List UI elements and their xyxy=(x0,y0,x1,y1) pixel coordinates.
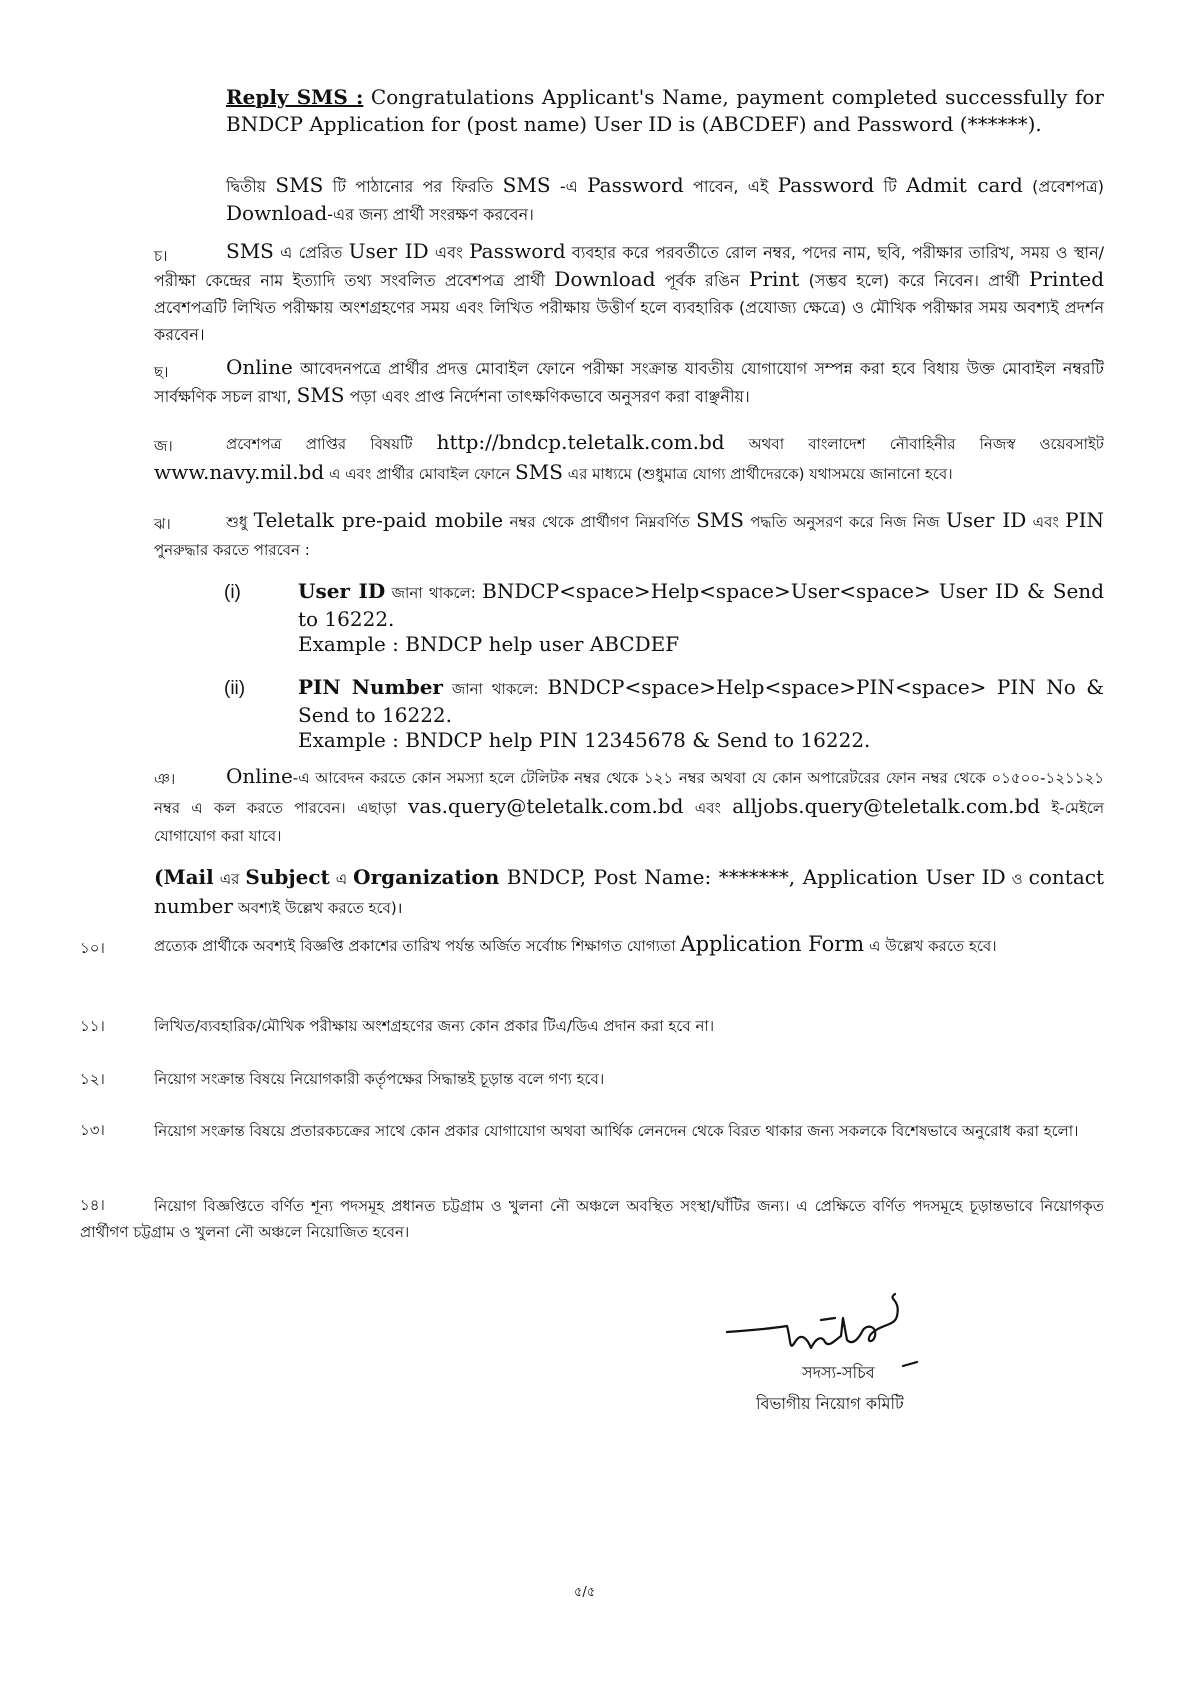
item-11-paragraph: লিখিত/ব্যবহারিক/মৌখিক পরীক্ষায় অংশগ্রহণের জন্য কোন প্রকার টিএ/ডিএ প্রদান করা হবে না। xyxy=(154,1017,715,1035)
page-number: ৫/৫ xyxy=(574,1585,596,1600)
item-14-label: ১৪। xyxy=(80,1196,105,1214)
reply-sms-label: Reply SMS : xyxy=(226,85,364,109)
item-14-paragraph: নিয়োগ বিজ্ঞপ্তিতে বর্ণিত শূন্য পদসমূহ প্রধানত চট্টগ্রাম ও খুলনা নৌ অঞ্চলে অবস্থিত সংস্থা/ঘাঁটির জন্য। এ প্রেক্ষিতে বর্ণিত পদসমূহে চূড়ান্তভাবে নিয়োগকৃত প্রার্থীগণ চট্টগ্রাম ও খুলনা নৌ অঞ্চলে নিয়োজিত হবেন। xyxy=(80,1197,1104,1241)
item-ja-paragraph: প্রবেশপত্র প্রাপ্তির বিষয়টি http://bndcp.teletalk.com.bd অথবা বাংলাদেশ নৌবাহিনীর নিজস্ব ওয়েবসাইট www.navy.mil.bd এ এবং প্রার্থীর মোবাইল ফোনে SMS এর মাধ্যমে (শুধুমাত্র যোগ্য প্রার্থীদেরকে) যথাসময়ে জানানো হবে। xyxy=(154,430,1104,484)
item-13-label: ১৩। xyxy=(80,1121,105,1139)
item-11-label: ১১। xyxy=(80,1017,105,1035)
signature-committee: বিভাগীয় নিয়োগ কমিটি xyxy=(756,1394,904,1413)
reply-sms-text: Congratulations Applicant's Name, payment completed successfully for BNDCP Application for (post name) User ID is (ABCDEF) and Password (******). xyxy=(226,85,1104,136)
signature-title: সদস্য-সচিব xyxy=(802,1363,875,1382)
item-chha-paragraph: Online আবেদনপত্রে প্রার্থীর প্রদত্ত মোবাইল ফোনে পরীক্ষা সংক্রান্ত যাবতীয় যোগাযোগ সম্পন্ন করা হবে বিধায় উক্ত মোবাইল নম্বরটি সার্বক্ষণিক সচল রাখা, SMS পড়া এবং প্রাপ্ত নির্দেশনা তাৎক্ষণিকভাবে অনুসরণ করা বাঞ্ছনীয়। xyxy=(154,355,1104,407)
item-nya-label: ঞ। xyxy=(154,770,176,788)
sub-ii-paragraph: PIN Number জানা থাকলে: BNDCP<space>Help<space>PIN<space> PIN No & Send to 16222. xyxy=(298,675,1104,727)
sub-i-example: Example : BNDCP help user ABCDEF xyxy=(298,632,680,656)
item-cha-label: চ। xyxy=(154,247,168,265)
sub-i-paragraph: User ID জানা থাকলে: BNDCP<space>Help<space>User<space> User ID & Send to 16222. xyxy=(298,579,1104,631)
item-cha-paragraph: SMS এ প্রেরিত User ID এবং Password ব্যবহার করে পরবর্তীতে রোল নম্বর, পদের নাম, ছবি, পরীক্ষার তারিখ, সময় ও স্থান/পরীক্ষা কেন্দ্রের নাম ইত্যাদি তথ্য সংবলিত প্রবেশপত্র প্রার্থী Download পূর্বক রঙিন Print (সম্ভব হলে) করে নিবেন। প্রার্থী Printed প্রবেশপত্রটি লিখিত পরীক্ষায় অংশগ্রহণের সময় এবং লিখিত পরীক্ষায় উত্তীর্ণ হলে ব্যবহারিক (প্রযোজ্য ক্ষেত্রে) ও মৌখিক পরীক্ষার সময় অবশ্যই প্রদর্শন করবেন। xyxy=(154,239,1105,344)
sub-i-label: (i) xyxy=(224,582,241,603)
item-jha-label: ঝ। xyxy=(154,515,171,533)
sub-ii-example: Example : BNDCP help PIN 12345678 & Send to 16222. xyxy=(298,728,871,752)
item-chha-label: ছ। xyxy=(154,363,169,381)
mail-note-paragraph: (Mail এর Subject এ Organization BNDCP, Post Name: *******, Application User ID ও contact number অবশ্যই উল্লেখ করতে হবে)। xyxy=(154,865,1104,918)
reply-sms-paragraph xyxy=(226,84,1104,138)
item-10-label: ১০। xyxy=(80,939,105,957)
item-12-label: ১২। xyxy=(80,1070,105,1088)
item-10-paragraph: প্রত্যেক প্রার্থীকে অবশ্যই বিজ্ঞপ্তি প্রকাশের তারিখ পর্যন্ত অর্জিত সর্বোচ্চ শিক্ষাগত যোগ্যতা Application Form এ উল্লেখ করতে হবে। xyxy=(154,932,997,956)
item-nya-paragraph: Online-এ আবেদন করতে কোন সমস্যা হলে টেলিটক নম্বর থেকে ১২১ নম্বর অথবা যে কোন অপারেটরের ফোন নম্বর থেকে ০১৫০০-১২১১২১ নম্বর এ কল করতে পারবেন। এছাড়া vas.query@teletalk.com.bd এবং alljobs.query@teletalk.com.bd ই-মেইলে যোগাযোগ করা যাবে। xyxy=(154,764,1104,845)
item-12-paragraph: নিয়োগ সংক্রান্ত বিষয়ে নিয়োগকারী কর্তৃপক্ষের সিদ্ধান্তই চূড়ান্ত বলে গণ্য হবে। xyxy=(154,1070,605,1088)
item-ja-label: জ। xyxy=(154,437,173,455)
second-sms-paragraph: দ্বিতীয় SMS টি পাঠানোর পর ফিরতি SMS -এ Password পাবেন, এই Password টি Admit card (প্রবেশপত্র) Download-এর জন্য প্রার্থী সংরক্ষণ করবেন। xyxy=(226,173,1104,225)
sub-ii-label: (ii) xyxy=(224,678,246,699)
item-13-paragraph: নিয়োগ সংক্রান্ত বিষয়ে প্রতারকচক্রের সাথে কোন প্রকার যোগাযোগ অথবা আর্থিক লেনদেন থেকে বিরত থাকার জন্য সকলকে বিশেষভাবে অনুরোধ করা হলো। xyxy=(154,1122,1079,1140)
item-jha-paragraph: শুধু Teletalk pre-paid mobile নম্বর থেকে প্রার্থীগণ নিম্নবর্ণিত SMS পদ্ধতি অনুসরণ করে নিজ নিজ User ID এবং PIN পুনরুদ্ধার করতে পারবেন : xyxy=(154,508,1105,559)
